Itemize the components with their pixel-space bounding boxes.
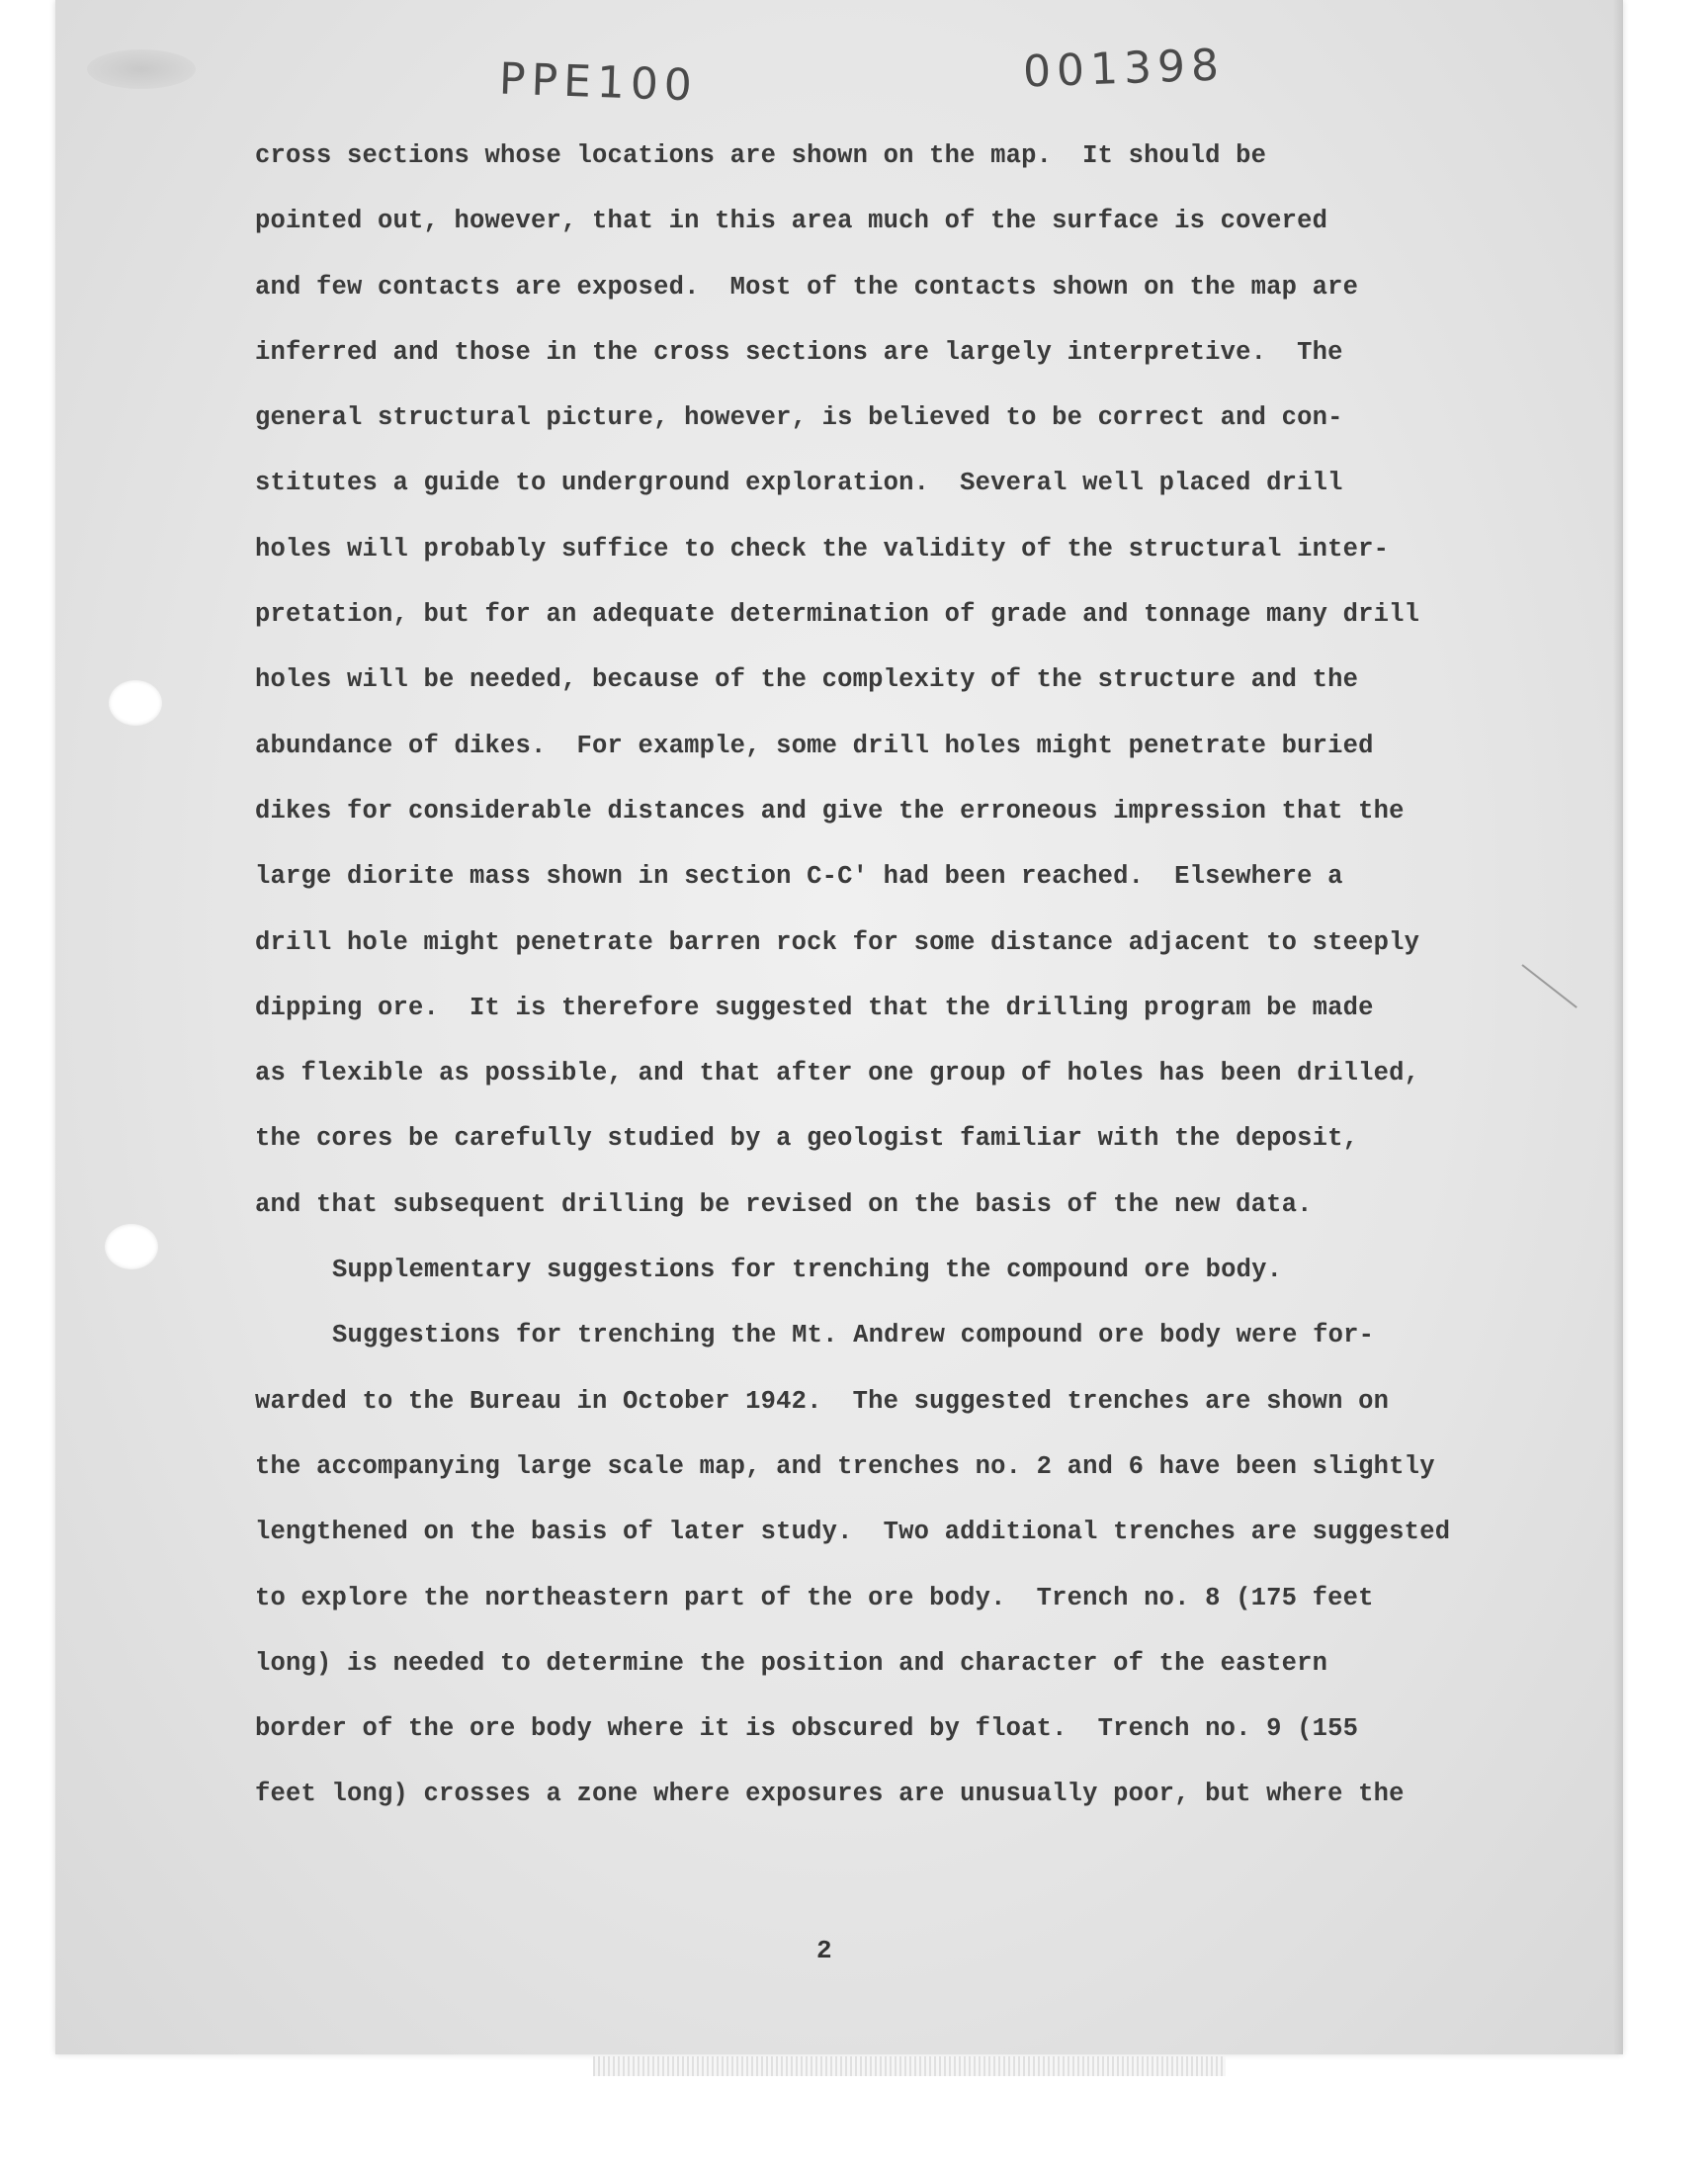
corner-smudge bbox=[87, 49, 196, 89]
punch-hole bbox=[105, 1224, 158, 1269]
text-line: cross sections whose locations are shown on the map. It should be bbox=[255, 141, 1267, 170]
scanner-artifact bbox=[593, 2056, 1226, 2076]
text-line: large diorite mass shown in section C-C' had been reached. Elsewhere a bbox=[255, 862, 1343, 892]
body-text bbox=[255, 136, 1540, 1841]
text-line: drill hole might penetrate barren rock for some distance adjacent to steeply bbox=[255, 927, 1420, 957]
text-line: inferred and those in the cross sections are largely interpretive. The bbox=[255, 337, 1343, 367]
punch-hole bbox=[109, 680, 162, 726]
text-line: and that subsequent drilling be revised on the basis of the new data. bbox=[255, 1189, 1313, 1219]
text-line: long) is needed to determine the position and character of the eastern bbox=[255, 1648, 1328, 1678]
handwritten-archive-code: PPE100 bbox=[498, 53, 699, 112]
text-line: abundance of dikes. For example, some drill holes might penetrate buried bbox=[255, 731, 1374, 760]
text-line: holes will be needed, because of the complexity of the structure and the bbox=[255, 665, 1359, 695]
text-line: dikes for considerable distances and give the erroneous impression that the bbox=[255, 796, 1405, 826]
section-heading: Supplementary suggestions for trenching the compound ore body. bbox=[332, 1256, 1283, 1285]
text-line: feet long) crosses a zone where exposures are unusually poor, but where the bbox=[255, 1780, 1405, 1809]
text-line: warded to the Bureau in October 1942. The suggested trenches are shown on bbox=[255, 1386, 1390, 1416]
text-line: to explore the northeastern part of the ore body. Trench no. 8 (175 feet bbox=[255, 1583, 1374, 1612]
text-line: and few contacts are exposed. Most of the contacts shown on the map are bbox=[255, 272, 1359, 302]
page-edge-shadow bbox=[1613, 0, 1623, 2054]
text-line: dipping ore. It is therefore suggested that the drilling program be made bbox=[255, 993, 1374, 1022]
text-line: holes will probably suffice to check the validity of the structural inter- bbox=[255, 534, 1390, 564]
handwritten-page-id: 001398 bbox=[1022, 40, 1226, 98]
text-line: border of the ore body where it is obscured by float. Trench no. 9 (155 bbox=[255, 1714, 1359, 1744]
text-line: pretation, but for an adequate determination of grade and tonnage many drill bbox=[255, 600, 1420, 630]
text-line: the cores be carefully studied by a geologist familiar with the deposit, bbox=[255, 1124, 1359, 1154]
text-line: stitutes a guide to underground exploration. Several well placed drill bbox=[255, 469, 1343, 498]
page-number: 2 bbox=[816, 1936, 832, 1965]
text-line: general structural picture, however, is believed to be correct and con- bbox=[255, 403, 1343, 433]
text-line: lengthened on the basis of later study. Two additional trenches are suggested bbox=[255, 1518, 1451, 1547]
text-line: Suggestions for trenching the Mt. Andrew compound ore body were for- bbox=[332, 1321, 1375, 1350]
text-line: the accompanying large scale map, and trenches no. 2 and 6 have been slightly bbox=[255, 1451, 1435, 1481]
text-line: as flexible as possible, and that after one group of holes has been drilled, bbox=[255, 1059, 1420, 1088]
text-line: pointed out, however, that in this area much of the surface is covered bbox=[255, 207, 1328, 236]
